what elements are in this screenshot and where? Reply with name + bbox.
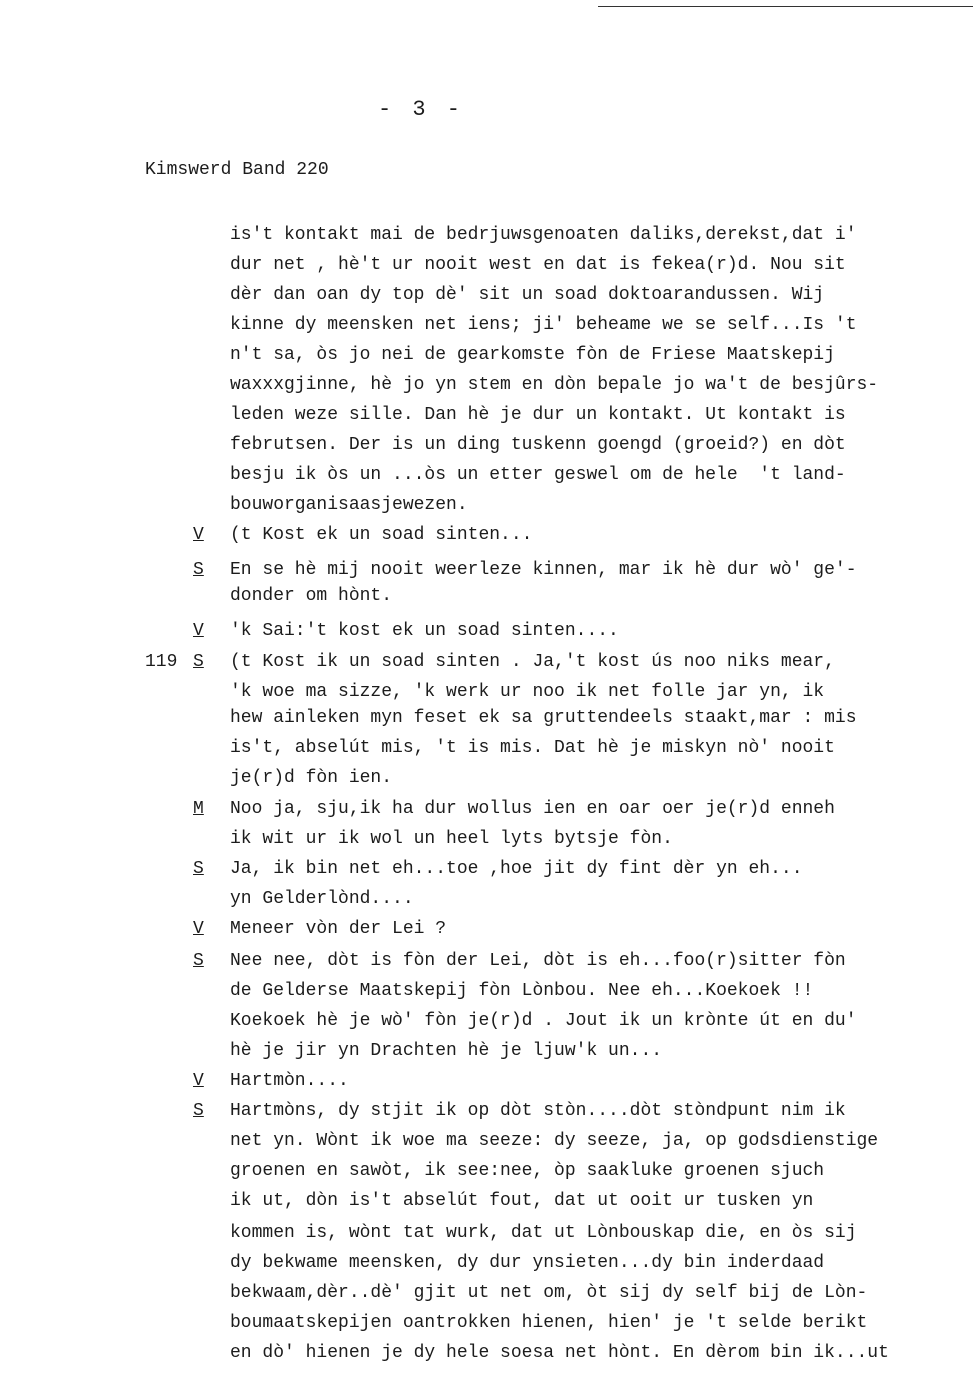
transcript-line: hè je jir yn Drachten hè je ljuw'k un... [230, 1041, 663, 1061]
transcript-line: leden weze sille. Dan hè je dur un kontakt. Ut kontakt is [230, 405, 846, 425]
speaker-label: M [193, 799, 204, 819]
transcript-line: Ja, ik bin net eh...toe ,hoe jit dy fint dèr yn eh... [230, 859, 803, 879]
transcript-line: Meneer vòn der Lei ? [230, 919, 447, 939]
transcript-line: n't sa, òs jo nei de gearkomste fòn de Friese Maatskepij [230, 345, 835, 365]
speaker-label: V [193, 1071, 204, 1091]
transcript-line: (t Kost ek un soad sinten... [230, 525, 533, 545]
transcript-line: hew ainleken myn feset ek sa gruttendeels staakt,mar : mis [230, 708, 857, 728]
speaker-label: S [193, 652, 204, 672]
transcript-line: en dò' hienen je dy hele soesa net hònt. En dèrom bin ik...ut [230, 1343, 889, 1363]
transcript-line: is't kontakt mai de bedrjuwsgenoaten daliks,derekst,dat i' [230, 225, 857, 245]
transcript-line: donder om hònt. [230, 586, 393, 606]
transcript-line: februtsen. Der is un ding tuskenn goengd (groeid?) en dòt [230, 435, 846, 455]
speaker-label: S [193, 1101, 204, 1121]
speaker-label: S [193, 560, 204, 580]
transcript-line: groenen en sawòt, ik see:nee, òp saakluke groenen sjuch [230, 1161, 825, 1181]
transcript-line: net yn. Wònt ik woe ma seeze: dy seeze, ja, op godsdienstige [230, 1131, 879, 1151]
transcript-line: En se hè mij nooit weerleze kinnen, mar ik hè dur wò' ge'- [230, 560, 857, 580]
top-rule [598, 6, 973, 7]
transcript-line: de Gelderse Maatskepij fòn Lònbou. Nee eh...Koekoek !! [230, 981, 814, 1001]
transcript-line: dur net , hè't ur nooit west en dat is fekea(r)d. Nou sit [230, 255, 846, 275]
transcript-line: Nee nee, dòt is fòn der Lei, dòt is eh...foo(r)sitter fòn [230, 951, 846, 971]
transcript-line: waxxxgjinne, hè jo yn stem en dòn bepale jo wa't de besjûrs- [230, 375, 879, 395]
speaker-label: S [193, 859, 204, 879]
transcript-line: Hartmòns, dy stjit ik op dòt stòn....dòt stòndpunt nim ik [230, 1101, 846, 1121]
transcript-line: Koekoek hè je wò' fòn je(r)d . Jout ik un krònte út en du' [230, 1011, 857, 1031]
document-header: Kimswerd Band 220 [145, 160, 329, 180]
transcript-line: 'k woe ma sizze, 'k werk ur noo ik net folle jar yn, ik [230, 682, 825, 702]
transcript-line: dy bekwame meensken, dy dur ynsieten...dy bin inderdaad [230, 1253, 825, 1273]
transcript-line: je(r)d fòn ien. [230, 768, 393, 788]
page-number: - 3 - [378, 97, 465, 122]
speaker-label: V [193, 525, 204, 545]
line-number: 119 [145, 652, 178, 672]
transcript-line: (t Kost ik un soad sinten . Ja,'t kost ús noo niks mear, [230, 652, 835, 672]
speaker-label: S [193, 951, 204, 971]
transcript-line: 'k Sai:'t kost ek un soad sinten.... [230, 621, 619, 641]
transcript-line: kinne dy meensken net iens; ji' beheame we se self...Is 't [230, 315, 857, 335]
speaker-label: V [193, 621, 204, 641]
transcript-line: kommen is, wònt tat wurk, dat ut Lònbouskap die, en òs sij [230, 1223, 857, 1243]
transcript-line: bekwaam,dèr..dè' gjit ut net om, òt sij dy self bij de Lòn- [230, 1283, 868, 1303]
transcript-line: is't, abselút mis, 't is mis. Dat hè je miskyn nò' nooit [230, 738, 835, 758]
transcript-line: boumaatskepijen oantrokken hienen, hien' je 't selde berikt [230, 1313, 868, 1333]
speaker-label: V [193, 919, 204, 939]
transcript-line: yn Gelderlònd.... [230, 889, 414, 909]
transcript-line: Hartmòn.... [230, 1071, 349, 1091]
transcript-line: dèr dan oan dy top dè' sit un soad doktoarandussen. Wij [230, 285, 825, 305]
transcript-line: Noo ja, sju,ik ha dur wollus ien en oar oer je(r)d enneh [230, 799, 835, 819]
transcript-line: besju ik òs un ...òs un etter geswel om de hele 't land- [230, 465, 846, 485]
transcript-line: bouworganisaasjewezen. [230, 495, 468, 515]
transcript-line: ik wit ur ik wol un heel lyts bytsje fòn. [230, 829, 673, 849]
transcript-line: ik ut, dòn is't abselút fout, dat ut ooit ur tusken yn [230, 1191, 814, 1211]
